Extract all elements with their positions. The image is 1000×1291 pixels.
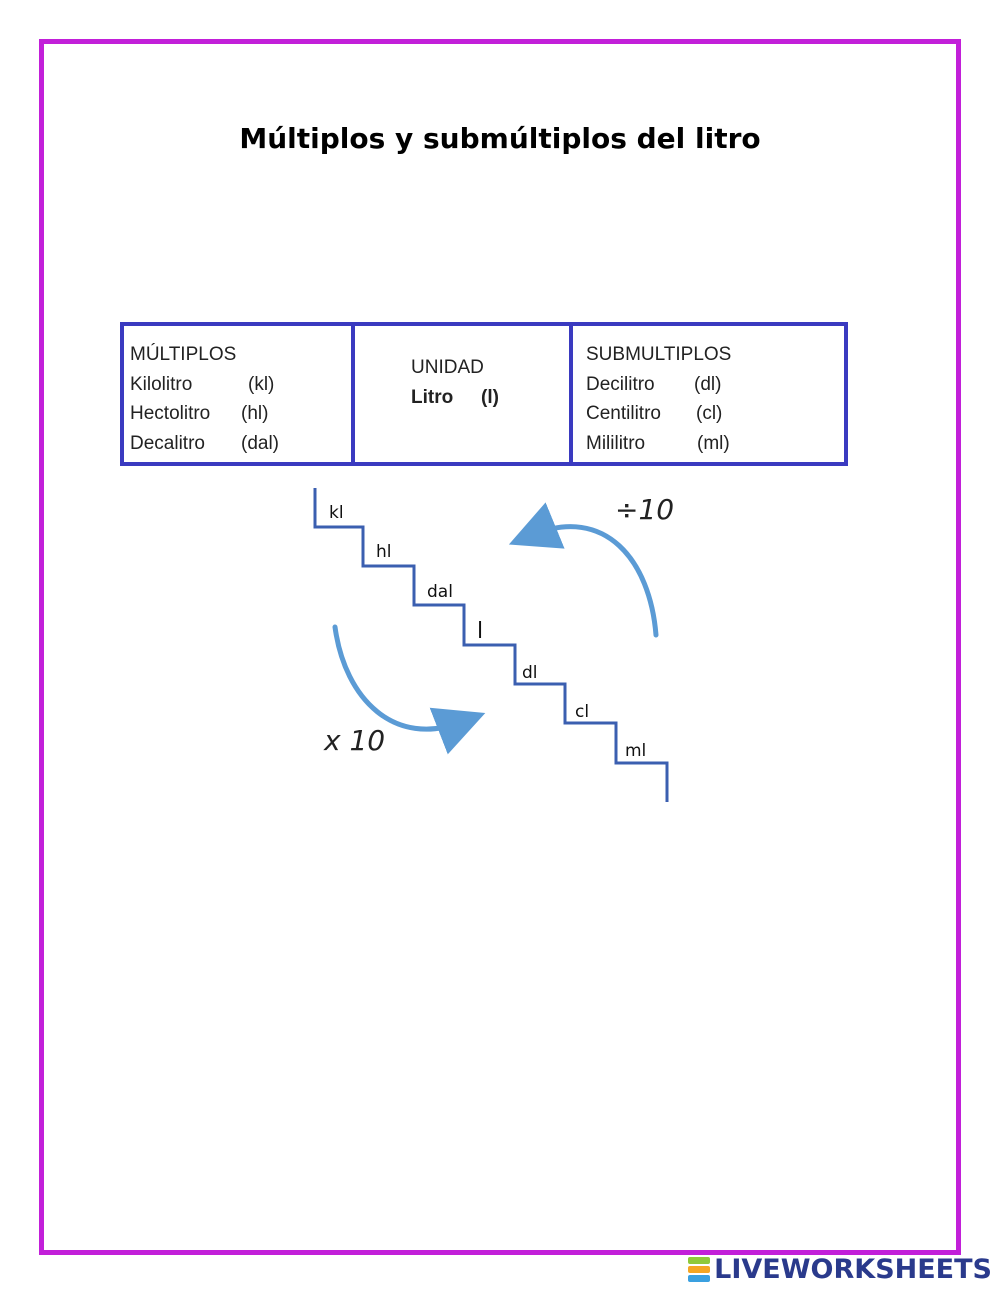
page-title: Múltiplos y submúltiplos del litro: [239, 122, 761, 155]
step-label-kl: kl: [329, 503, 344, 523]
multiply-label: x 10: [324, 724, 386, 757]
multiply-arrow-icon: [335, 627, 462, 729]
multiple-name: Decalitro: [130, 433, 205, 454]
submultiple-abbr: (dl): [694, 374, 722, 395]
submultiple-name: Decilitro: [586, 374, 655, 395]
step-label-dal: dal: [427, 582, 453, 602]
submultiple-abbr: (ml): [697, 433, 730, 454]
divide-arrow-icon: [532, 527, 656, 635]
step-label-cl: cl: [575, 702, 590, 722]
brand-text: LIVEWORKSHEETS: [714, 1254, 992, 1285]
multiple-abbr: (kl): [248, 374, 275, 395]
step-label-dl: dl: [522, 663, 538, 683]
unit-heading: UNIDAD: [411, 357, 484, 378]
multiple-name: Hectolitro: [130, 403, 211, 424]
step-label-l: l: [477, 619, 484, 644]
liveworksheets-brand: [688, 1254, 992, 1285]
step-label-ml: ml: [625, 741, 647, 761]
unit-abbr: (l): [481, 387, 499, 408]
multiple-abbr: (dal): [241, 433, 280, 454]
liveworksheets-logo-icon: [688, 1257, 710, 1283]
step-label-hl: hl: [376, 542, 392, 562]
unit-name: Litro: [411, 387, 454, 408]
divide-label: ÷10: [615, 493, 675, 526]
submultiples-heading: SUBMULTIPLOS: [586, 344, 732, 365]
multiples-heading: MÚLTIPLOS: [130, 344, 237, 365]
submultiple-abbr: (cl): [696, 403, 723, 424]
multiple-abbr: (hl): [241, 403, 269, 424]
submultiple-name: Mililitro: [586, 433, 646, 454]
submultiple-name: Centilitro: [586, 403, 661, 424]
multiple-name: Kilolitro: [130, 374, 193, 395]
